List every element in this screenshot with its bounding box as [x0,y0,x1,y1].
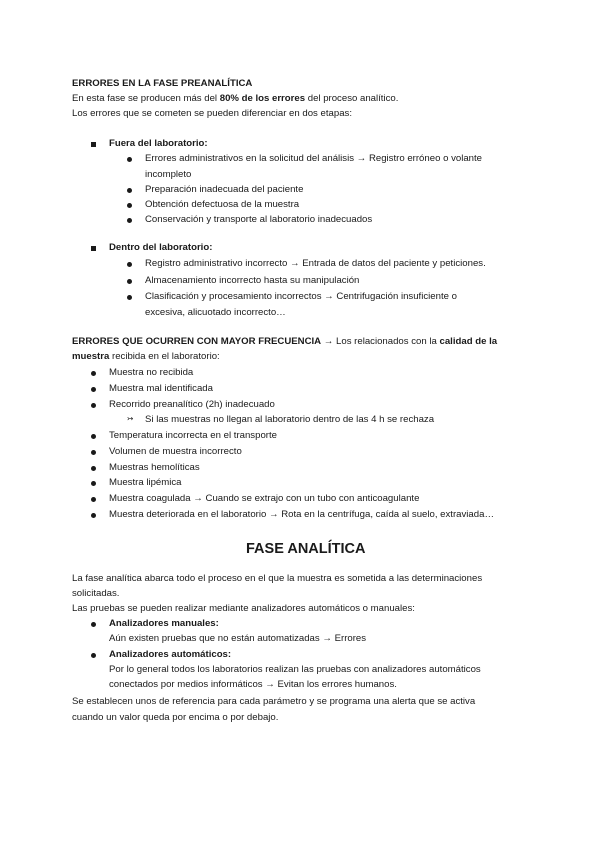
sub-list-item: Si las muestras no llegan al laboratorio dentro de las 4 h se rechaza [145,414,435,425]
square-bullet-icon [91,142,96,147]
paragraph-line: Por lo general todos los laboratorios realizan las pruebas con analizadores automáticos [109,664,481,675]
list-item-continuation: excesiva, alicuotado incorrecto… [145,307,286,318]
section-title-frecuencia-line2: muestra recibida en el laboratorio: [72,351,220,362]
bullet-icon [91,481,96,486]
paragraph-line: Las pruebas se pueden realizar mediante analizadores automáticos o manuales: [72,603,415,614]
list-item: Obtención defectuosa de la muestra [145,199,300,210]
bullet-icon [91,466,96,471]
heading-manuales: Analizadores manuales: [109,618,219,629]
list-item: Muestra no recibida [109,367,194,378]
heading-fuera: Fuera del laboratorio: [109,138,208,149]
arrow-bullet-icon: ↣ [127,414,134,423]
paragraph-line: solicitadas. [72,588,120,599]
list-item: Temperatura incorrecta en el transporte [109,430,277,441]
bullet-icon [91,622,96,627]
list-item: Errores administrativos en la solicitud del análisis → Registro erróneo o volante [145,153,483,164]
bullet-icon [91,403,96,408]
bullet-icon [91,434,96,439]
intro-line-2: Los errores que se cometen se pueden diferenciar en dos etapas: [72,108,352,119]
bullet-icon [127,279,132,284]
paragraph-line: conectados por medios informáticos → Evitan los errores humanos. [109,679,397,690]
list-item: Conservación y transporte al laboratorio inadecuados [145,214,373,225]
list-item: Muestras hemolíticas [109,462,200,473]
bullet-icon [127,188,132,193]
list-item: Muestra deteriorada en el laboratorio → Rota en la centrífuga, caída al suelo, extraviada… [109,509,495,520]
bullet-icon [91,513,96,518]
heading-automaticos: Analizadores automáticos: [109,649,232,660]
paragraph-line: cuando un valor queda por encima o por debajo. [72,712,279,723]
bullet-icon [91,497,96,502]
paragraph-line: La fase analítica abarca todo el proceso en el que la muestra es sometida a las determinaciones [72,573,483,584]
list-item: Muestra coagulada → Cuando se extrajo con un tubo con anticoagulante [109,493,420,504]
list-item: Clasificación y procesamiento incorrectos → Centrifugación insuficiente o [145,291,457,302]
intro-line-1: En esta fase se producen más del 80% de los errores del proceso analítico. [72,93,399,104]
bullet-icon [127,295,132,300]
section-title-frecuencia: ERRORES QUE OCURREN CON MAYOR FRECUENCIA → Los relacionados con la calidad de la [72,336,498,347]
paragraph-line: Se establecen unos de referencia para cada parámetro y se programa una alerta que se activa [72,696,476,707]
section-title-analitica: FASE ANALÍTICA [246,541,366,557]
bullet-icon [91,387,96,392]
list-item: Almacenamiento incorrecto hasta su manipulación [145,275,360,286]
bullet-icon [127,203,132,208]
bullet-icon [91,371,96,376]
bullet-icon [127,262,132,267]
list-item: Muestra lipémica [109,477,182,488]
bullet-icon [127,157,132,162]
heading-dentro: Dentro del laboratorio: [109,242,213,253]
bullet-icon [127,218,132,223]
bullet-icon [91,450,96,455]
bullet-icon [91,653,96,658]
list-item: Registro administrativo incorrecto → Entrada de datos del paciente y peticiones. [145,258,486,269]
section-title-preanalitica: ERRORES EN LA FASE PREANALÍTICA [72,78,253,89]
square-bullet-icon [91,246,96,251]
list-item: Volumen de muestra incorrecto [109,446,242,457]
list-item-continuation: incompleto [145,169,192,180]
list-item: Recorrido preanalítico (2h) inadecuado [109,399,275,410]
list-item: Muestra mal identificada [109,383,213,394]
paragraph-line: Aún existen pruebas que no están automatizadas → Errores [109,633,367,644]
list-item: Preparación inadecuada del paciente [145,184,304,195]
